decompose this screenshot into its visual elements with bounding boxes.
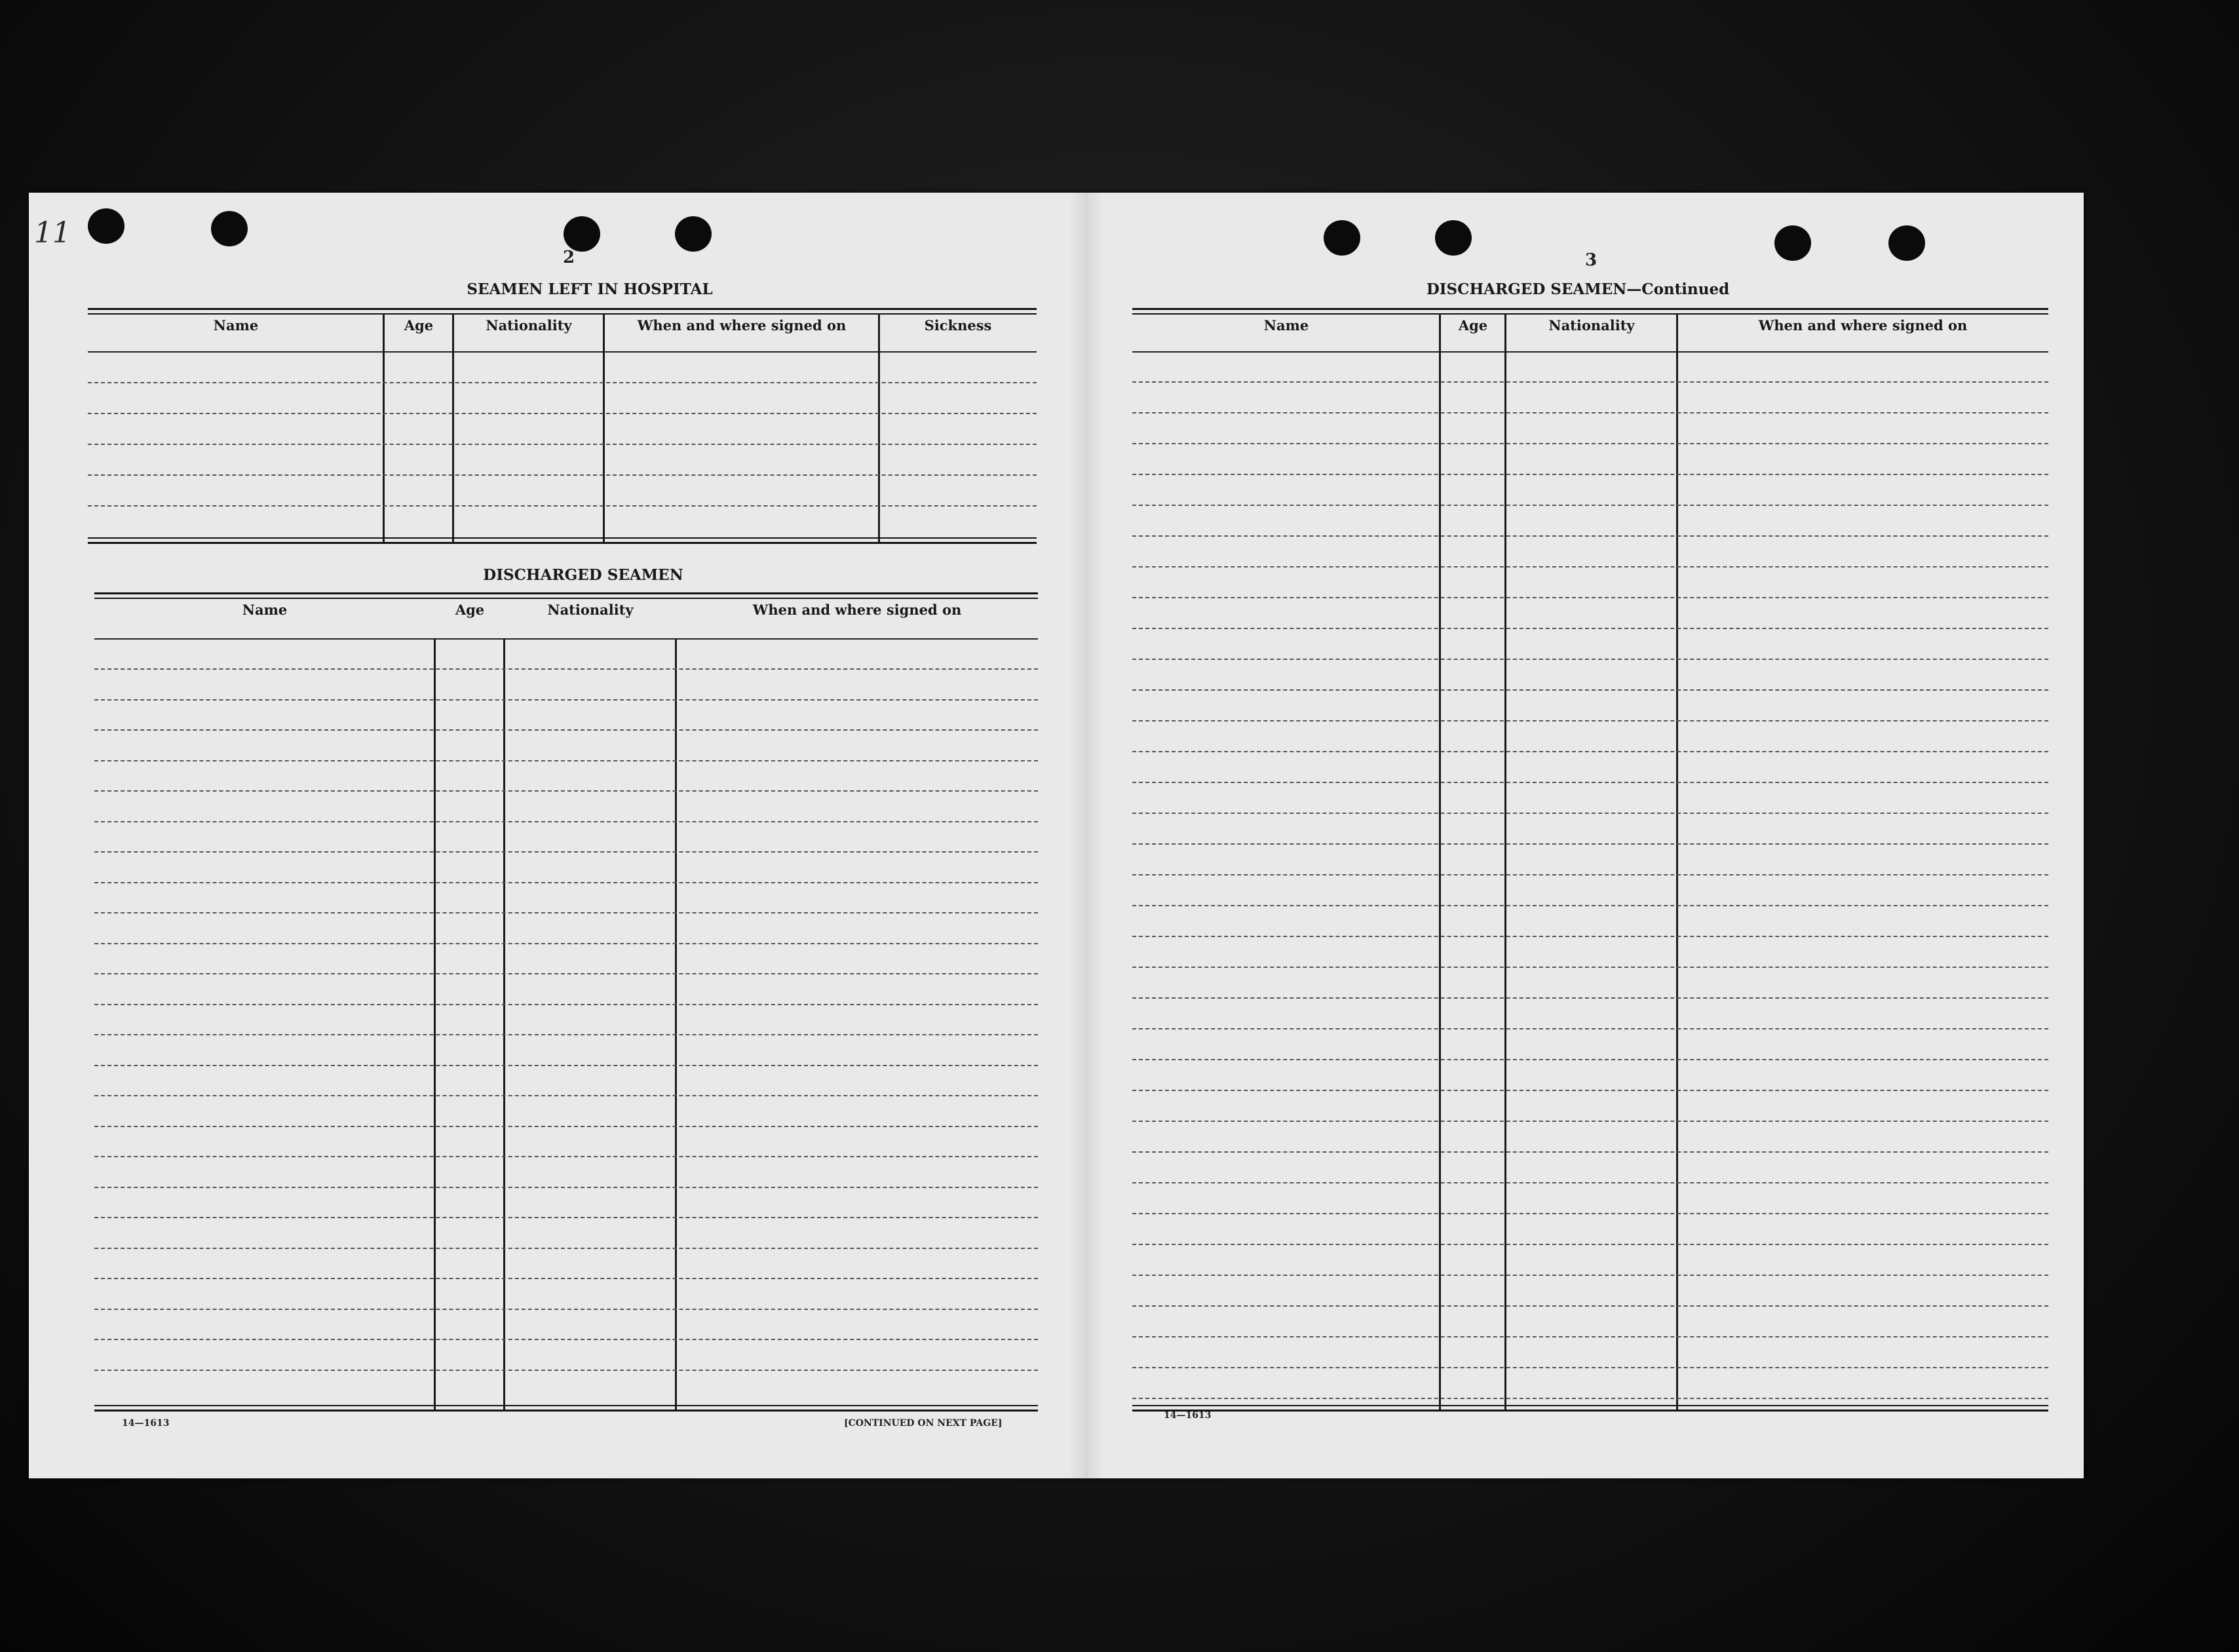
column-divider — [878, 313, 880, 544]
continued-table-title-suffix: —Continued — [1626, 280, 1730, 298]
table-bottom-rule — [94, 1405, 1038, 1412]
table-row — [94, 1339, 1038, 1340]
table-row — [1132, 905, 2048, 906]
continued-note: [CONTINUED ON NEXT PAGE] — [844, 1418, 1003, 1429]
column-divider — [603, 313, 605, 544]
punch-hole — [1435, 220, 1472, 256]
table-row — [1132, 566, 2048, 567]
table-row — [1132, 381, 2048, 383]
table-row — [1132, 1275, 2048, 1276]
col-head-name: Name — [1263, 317, 1309, 334]
table-row — [1132, 813, 2048, 814]
table-row — [1132, 412, 2048, 413]
punch-hole — [675, 216, 712, 252]
table-row — [94, 821, 1038, 822]
table-top-rule — [88, 308, 1037, 315]
table-row — [88, 505, 1037, 507]
header-rule — [1132, 351, 2048, 353]
table-row — [1132, 967, 2048, 968]
table-row — [94, 1278, 1038, 1279]
table-row — [94, 1126, 1038, 1127]
right-page-number: 3 — [1584, 250, 1598, 270]
table-row — [94, 943, 1038, 944]
table-row — [1132, 1305, 2048, 1307]
table-row — [94, 1248, 1038, 1249]
table-row — [1132, 474, 2048, 475]
table-row — [1132, 936, 2048, 937]
table-row — [94, 760, 1038, 761]
punch-hole — [1774, 225, 1811, 261]
document-sheet — [29, 193, 2084, 1478]
col-head-age: Age — [404, 317, 434, 334]
table-row — [1132, 1244, 2048, 1245]
table-row — [1132, 505, 2048, 506]
col-head-nationality: Nationality — [1548, 317, 1635, 334]
table-row — [1132, 1059, 2048, 1060]
table-row — [94, 851, 1038, 853]
table-row — [94, 699, 1038, 701]
table-row — [94, 1156, 1038, 1157]
table-row — [1132, 628, 2048, 629]
table-row — [1132, 597, 2048, 598]
discharged-seamen-table — [94, 592, 1038, 1412]
table-row — [94, 1034, 1038, 1035]
table-row — [94, 790, 1038, 792]
column-divider — [1439, 313, 1441, 1412]
table-row — [94, 1095, 1038, 1096]
table-row — [1132, 1121, 2048, 1122]
page-fold — [1071, 193, 1102, 1478]
table-row — [94, 1065, 1038, 1066]
table-row — [1132, 1028, 2048, 1029]
punch-hole — [1888, 225, 1925, 261]
left-form-number: 14—1613 — [122, 1418, 170, 1429]
table-row — [88, 382, 1037, 383]
column-divider — [1676, 313, 1678, 1412]
header-rule — [88, 351, 1037, 353]
table-row — [1132, 843, 2048, 845]
table-row — [1132, 751, 2048, 752]
header-rule — [94, 638, 1038, 640]
table-row — [1132, 535, 2048, 537]
table-row — [1132, 659, 2048, 660]
table-row — [1132, 1336, 2048, 1337]
table-bottom-rule — [1132, 1405, 2048, 1412]
punch-hole — [1324, 220, 1360, 256]
col-head-age: Age — [455, 602, 485, 618]
col-head-age: Age — [1458, 317, 1488, 334]
column-divider — [1504, 313, 1506, 1412]
table-row — [94, 729, 1038, 731]
col-head-signed-on: When and where signed on — [637, 317, 847, 334]
col-head-sickness: Sickness — [924, 317, 992, 334]
right-form-number: 14—1613 — [1164, 1410, 1212, 1421]
punch-hole — [211, 211, 248, 246]
discharged-table-title: DISCHARGED SEAMEN — [483, 566, 683, 584]
table-row — [1132, 782, 2048, 783]
table-top-rule — [1132, 308, 2048, 315]
table-row — [94, 912, 1038, 913]
discharged-seamen-continued-table — [1132, 308, 2048, 1412]
col-head-name: Name — [213, 317, 259, 334]
column-divider — [383, 313, 385, 544]
table-row — [88, 444, 1037, 445]
table-row — [94, 1370, 1038, 1371]
column-divider — [503, 638, 505, 1412]
table-row — [1132, 1398, 2048, 1399]
table-row — [88, 413, 1037, 414]
table-row — [1132, 1367, 2048, 1368]
table-row — [1132, 720, 2048, 721]
table-row — [94, 1187, 1038, 1188]
punch-hole — [88, 208, 124, 244]
table-bottom-rule — [88, 537, 1037, 544]
table-row — [1132, 1090, 2048, 1091]
col-head-signed-on: When and where signed on — [752, 602, 962, 618]
table-row — [94, 973, 1038, 974]
continued-table-title-main: DISCHARGED SEAMEN — [1426, 280, 1627, 298]
table-row — [1132, 874, 2048, 875]
margin-note: 11 — [34, 216, 71, 250]
table-row — [94, 1309, 1038, 1310]
col-head-nationality: Nationality — [486, 317, 572, 334]
table-row — [94, 882, 1038, 883]
left-page-number: 2 — [562, 248, 575, 267]
table-row — [94, 668, 1038, 670]
table-top-rule — [94, 592, 1038, 599]
column-divider — [675, 638, 677, 1412]
col-head-nationality: Nationality — [547, 602, 634, 618]
table-row — [1132, 443, 2048, 444]
punch-hole — [564, 216, 600, 252]
hospital-table-title: SEAMEN LEFT IN HOSPITAL — [467, 280, 713, 298]
table-row — [94, 1004, 1038, 1005]
table-row — [1132, 1182, 2048, 1183]
col-head-signed-on: When and where signed on — [1758, 317, 1968, 334]
table-row — [88, 474, 1037, 476]
column-divider — [452, 313, 454, 544]
continued-table-title — [1426, 280, 1729, 298]
hospital-table — [88, 308, 1037, 544]
col-head-name: Name — [242, 602, 288, 618]
table-row — [1132, 1213, 2048, 1214]
table-row — [1132, 689, 2048, 691]
table-row — [1132, 997, 2048, 999]
table-row — [1132, 1151, 2048, 1153]
table-row — [94, 1217, 1038, 1218]
column-divider — [434, 638, 436, 1412]
